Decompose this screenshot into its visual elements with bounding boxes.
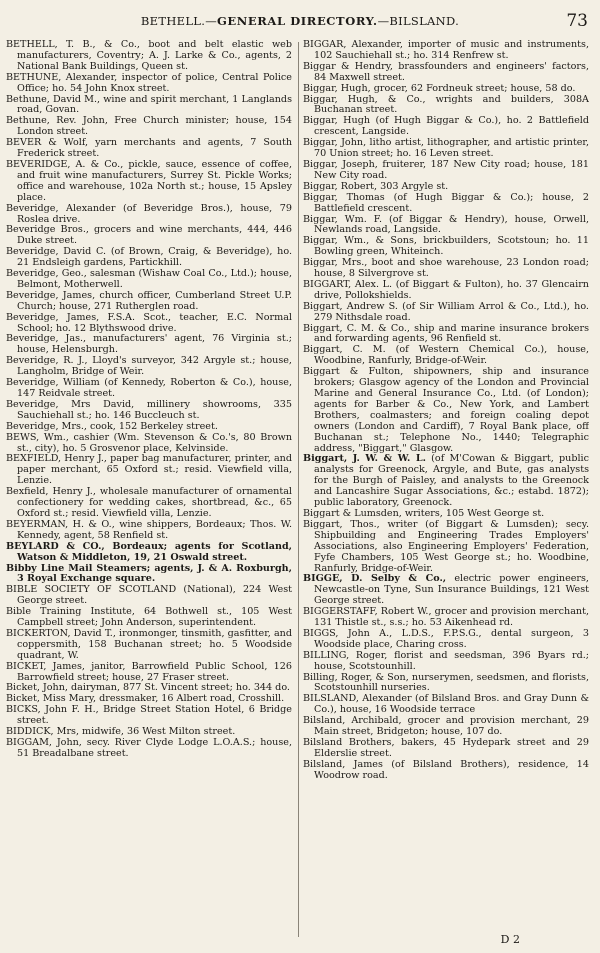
directory-columns — [6, 40, 594, 935]
directory-entry: BILLING, Roger, florist and seedsman, 396 Byars rd.; house, Scotstounhill. — [303, 649, 589, 672]
directory-entry: BIGGAR, Alexander, importer of music and instruments, 102 Sauchiehall st.; ho. 314 Renfrew st. — [303, 40, 589, 61]
directory-entry: Beveridge, James, church officer, Cumberland Street U.P. Church; house, 271 Rutherglen road. — [6, 289, 292, 312]
directory-entry: Biggar, Thomas (of Hugh Biggar & Co.); house, 2 Battlefield crescent. — [303, 191, 589, 214]
directory-entry: Biggar, Hugh (of Hugh Biggar & Co.), ho. 2 Battlefield crescent, Langside. — [303, 115, 589, 138]
directory-entry: Bicket, Miss Mary, dressmaker, 16 Albert road, Crosshill. — [6, 693, 285, 705]
directory-entry: Biggar, John, litho artist, lithographer, and artistic printer, 70 Union street; ho. 16 Leven street. — [303, 137, 589, 160]
entry-lead: Biggart, J. W. & W. L. — [303, 453, 426, 465]
directory-entry: Biggar, Hugh, & Co., wrights and builders, 308A Buchanan street. — [303, 93, 589, 116]
directory-entry: BICKS, John F. H., Bridge Street Station Hotel, 6 Bridge street. — [6, 704, 292, 727]
directory-entry: BETHUNE, Alexander, inspector of police, Central Police Office; ho. 54 John Knox street. — [6, 71, 292, 94]
directory-entry: Biggar, Mrs., boot and shoe warehouse, 23 London road; house, 8 Silvergrove st. — [303, 257, 589, 280]
right-column — [303, 40, 589, 935]
directory-entry: BIBLE SOCIETY OF SCOTLAND (National), 224 West George street. — [6, 584, 292, 607]
directory-entry: Biggart & Fulton, shipowners, ship and insurance brokers; Glasgow agency of the London and Provincial Marine and General Insurance Co., Ltd. (of London); agents for Barber & Co., New York, and Lambert Brothers, coalmasters; and foreign coaling depot owners (London and Cardiff), 7 Royal Bank place, off Buchanan st.; Telephone No., 1440; Telegraphic address, "Biggart," Glasgow. — [303, 366, 589, 454]
directory-entry: BICKERTON, David T., ironmonger, tinsmith, gasfitter, and coppersmith, 158 Buchanan street; ho. 5 Woodside quadrant, W. — [6, 627, 292, 661]
directory-entry: BEVERIDGE, A. & Co., pickle, sauce, essence of coffee, and fruit wine manufacturers, Surrey St. Pickle Works; office and warehouse, 102a North st.; house, 15 Apsley place. — [6, 158, 292, 203]
directory-entry: BEYLARD & CO., Bordeaux; agents for Scotland, Watson & Middleton, 19, 21 Oswald street. — [6, 540, 292, 563]
running-header — [0, 11, 600, 34]
directory-entry: BIDDICK, Mrs, midwife, 36 West Milton street. — [6, 726, 236, 738]
directory-entry: Biggar, Wm., & Sons, brickbuilders, Scotstoun; ho. 11 Bowling green, Whiteinch. — [303, 235, 589, 258]
directory-entry: Beveridge, James, F.S.A. Scot., teacher, E.C. Normal School; ho. 12 Blythswood drive. — [6, 311, 292, 334]
directory-entry: BIGGS, John A., L.D.S., F.P.S.G., dental surgeon, 3 Woodside place, Charing cross. — [303, 627, 589, 650]
directory-entry: BIGGART, Alex. L. (of Biggart & Fulton), ho. 37 Glencairn drive, Pollokshields. — [303, 278, 589, 301]
directory-entry: Biggart, J. W. & W. L. (of M'Cowan & Biggart, public analysts for Greenock, Argyle, and Bute, gas analysts for the Burgh of Paisley, and analysts to the Greenock and Lancashire Sugar Associations, &c.; estabd. 1872); public laboratory, Greenock. — [303, 453, 589, 509]
directory-entry: Beveridge, Mrs., cook, 152 Berkeley street. — [6, 420, 218, 432]
directory-entry: Beveridge, William (of Kennedy, Roberton & Co.), house, 147 Reidvale street. — [6, 377, 292, 399]
directory-entry: BIGGE, D. Selby & Co., electric power engineers, Newcastle-on Tyne, Sun Insurance Buildings, 121 West George street. — [303, 573, 589, 607]
directory-entry: Bilsland, James (of Bilsland Brothers), residence, 14 Woodrow road. — [303, 758, 589, 781]
directory-entry: Biggart & Lumsden, writers, 105 West George st. — [303, 507, 545, 519]
directory-entry: Bicket, John, dairyman, 877 St. Vincent street; ho. 344 do. — [6, 682, 290, 694]
directory-entry: Biggart, Andrew S. (of Sir William Arrol & Co., Ltd.), ho. 279 Nithsdale road. — [303, 300, 589, 323]
directory-entry: Bethune, David M., wine and spirit merchant, 1 Langlands road, Govan. — [6, 93, 292, 116]
directory-entry: Biggart, Thos., writer (of Biggart & Lumsden); secy. Shipbuilding and Engineering Trades Employers' Associations, also Engineering Employers' Federation, Fyfe Chambers, 105 West George st.; ho. Woodbine, Ranfurly, Bridge-of-Weir. — [303, 518, 589, 574]
directory-entry: Beveridge, Geo., salesman (Wishaw Coal Co., Ltd.); house, Belmont, Motherwell. — [6, 268, 292, 290]
directory-entry: Beveridge, Jas., manufacturers' agent, 76 Virginia st.; house, Helensburgh. — [6, 333, 292, 356]
directory-entry: Biggar, Wm. F. (of Biggar & Hendry), house, Orwell, Newlands road, Langside. — [303, 213, 589, 236]
header-text: BETHELL.—GENERAL DIRECTORY.—BILSLAND. — [140, 14, 460, 28]
directory-entry: Bilsland, Archibald, grocer and provision merchant, 29 Main street, Bridgeton; house, 107 do. — [303, 715, 589, 738]
signature-mark: D 2 — [500, 933, 520, 946]
directory-entry: BEXFIELD, Henry J., paper bag manufacturer, printer, and paper merchant, 65 Oxford st.; resid. Viewfield villa, Lenzie. — [6, 453, 292, 487]
directory-entry: BEWS, Wm., cashier (Wm. Stevenson & Co.'s, 80 Brown st., city), ho. 5 Grosvenor place, Kelvinside. — [6, 431, 292, 454]
directory-entry: BEVER & Wolf, yarn merchants and agents, 7 South Frederick street. — [6, 137, 292, 160]
directory-entry: Bexfield, Henry J., wholesale manufacturer of ornamental confectionery for wedding cakes, shortbread, &c., 65 Oxford st.; resid. Viewfield villa, Lenzie. — [6, 486, 292, 519]
directory-entry: Bibby Line Mail Steamers; agents, J. & A. Roxburgh, 3 Royal Exchange square. — [6, 562, 292, 585]
column-divider — [298, 42, 299, 937]
directory-entry: BIGGERSTAFF, Robert W., grocer and provision merchant, 131 Thistle st., s.s.; ho. 53 Aikenhead rd. — [303, 606, 589, 629]
directory-entry: BILSLAND, Alexander (of Bilsland Bros. and Gray Dunn & Co.), house, 16 Woodside terrace — [303, 693, 589, 716]
directory-entry: Beveridge, David C. (of Brown, Craig, & Beveridge), ho. 21 Endsleigh gardens, Partickhill. — [6, 246, 292, 269]
directory-entry: BICKET, James, janitor, Barrowfield Public School, 126 Barrowfield street; house, 27 Fraser street. — [6, 660, 292, 683]
directory-entry: Biggar, Joseph, fruiterer, 187 New City road; house, 181 New City road. — [303, 158, 589, 181]
header-left: BETHELL. — [140, 14, 206, 28]
directory-entry: Beveridge, Alexander (of Beveridge Bros.), house, 79 Roslea drive. — [6, 202, 292, 225]
left-column — [6, 40, 292, 935]
directory-entry: Biggar, Hugh, grocer, 62 Fordneuk street; house, 58 do. — [303, 82, 576, 94]
directory-entry: BIGGAM, John, secy. River Clyde Lodge L.O.A.S.; house, 51 Breadalbane street. — [6, 737, 292, 759]
directory-entry: BEYERMAN, H. & O., wine shippers, Bordeaux; Thos. W. Kennedy, agent, 58 Renfield st. — [6, 518, 292, 541]
directory-entry: Bilsland Brothers, bakers, 45 Hydepark street and 29 Elderslie street. — [303, 737, 589, 759]
entry-lead: BIGGE, D. Selby & Co., — [303, 573, 447, 585]
directory-entry: Beveridge, Mrs David, millinery showrooms, 335 Sauchiehall st.; ho. 146 Buccleuch st. — [6, 398, 292, 421]
header-right: BILSLAND. — [389, 14, 460, 28]
directory-entry: Billing, Roger, & Son, nurserymen, seedsmen, and florists, Scotstounhill nurseries. — [303, 671, 589, 694]
directory-entry: Bible Training Institute, 64 Bothwell st., 105 West Campbell street; John Anderson, superintendent. — [6, 606, 292, 629]
directory-entry: Biggar, Robert, 303 Argyle st. — [303, 180, 449, 192]
directory-entry: Biggar & Hendry, brassfounders and engineers' factors, 84 Maxwell street. — [303, 60, 589, 83]
directory-entry: Bethune, Rev. John, Free Church minister; house, 154 London street. — [6, 115, 292, 138]
header-center: GENERAL DIRECTORY. — [217, 14, 378, 28]
directory-entry: Beveridge Bros., grocers and wine merchants, 444, 446 Duke street. — [6, 224, 292, 247]
directory-entry: Beveridge, R. J., Lloyd's surveyor, 342 Argyle st.; house, Langholm, Bridge of Weir. — [6, 355, 292, 378]
directory-entry: Biggart, C. M. (of Western Chemical Co.), house, Woodbine, Ranfurly, Bridge-of-Weir. — [303, 344, 589, 367]
directory-entry: BETHELL, T. B., & Co., boot and belt elastic web manufacturers, Coventry; A. J. Larke & Co., agents, 2 National Bank Buildings, Queen st. — [6, 40, 292, 72]
page-number: 73 — [566, 11, 588, 31]
directory-entry: Biggart, C. M. & Co., ship and marine insurance brokers and forwarding agents, 96 Renfield st. — [303, 322, 589, 345]
